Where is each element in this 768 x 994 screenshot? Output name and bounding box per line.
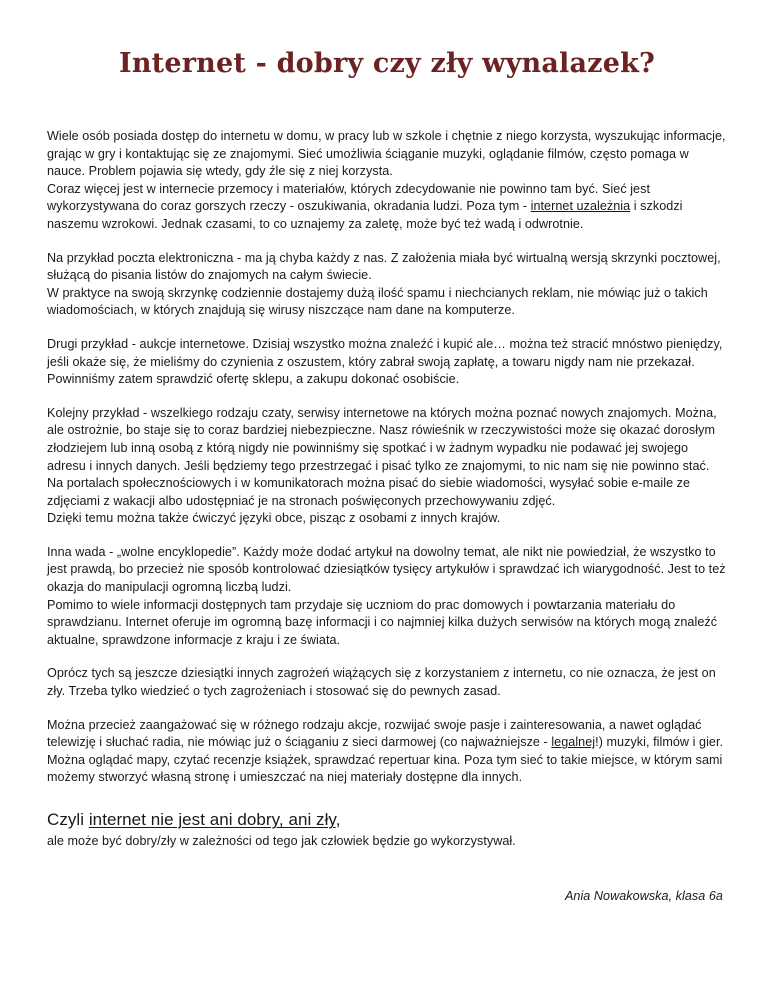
paragraph-threats [47, 665, 727, 700]
paragraph-text: Na przykład poczta elektroniczna - ma ją chyba każdy z nas. Z założenia miała być wirtualną wersją skrzynki pocztowej, służącą do pisania listów do znajomych na całym świecie. [47, 250, 721, 283]
paragraph-text: Pomimo to wiele informacji dostępnych tam przydaje się uczniom do prac domowych i powtarzania materiału do sprawdzianu. Internet oferuje im ogromną bazę informacji i co najmniej kilka dużych serwisów na których mogą znaleźć aktualne, sprawdzone informacje z kraju i ze świata. [47, 597, 718, 647]
document-page [47, 0, 727, 905]
article-body [47, 128, 727, 905]
paragraph-encyclopedias [47, 544, 727, 650]
internet-addiction-link[interactable]: internet uzależnia [530, 199, 631, 214]
page-title: Internet - dobry czy zły wynalazek? [118, 48, 656, 79]
conclusion-lead [47, 809, 727, 831]
text-segment: Można przecież zaangażować się w różnego rodzaju akcje, rozwijać swoje pasje i zainteresowania, a nawet oglądać telewizję i słuchać radia, nie mówiąc już o ściąganiu z sieci darmowej (co najważniejsze - [47, 717, 702, 750]
paragraph-text: Wiele osób posiada dostęp do internetu w domu, w pracy lub w szkole i chętnie z niego korzysta, wyszukując informacje, grając w gry i kontaktując się ze znajomymi. Sieć umożliwia ściąganie muzyki, oglądanie filmów, często pomaga w nauce. Problem pojawia się wtedy, gdy źle się z niej korzysta. [47, 129, 726, 179]
paragraph-auctions [47, 336, 727, 389]
paragraph-text [47, 717, 727, 787]
paragraph-text: W praktyce na swoją skrzynkę codziennie dostajemy dużą ilość spamu i niechcianych reklam, nie mówiąc już o takich wiadomościach, w których znajdują się wirusy niszczące nam dane na komputerze. [47, 285, 708, 318]
paragraph-chats [47, 405, 727, 528]
paragraph-text: Drugi przykład - aukcje internetowe. Dzisiaj wszystko można znaleźć i kupić ale… można też stracić mnóstwo pieniędzy, jeśli okaże się, że mieliśmy do czynienia z oszustem, który zabrał swoją zapłatę, a towaru nigdy nam nie przekazał. Powinniśmy zatem sprawdzić ofertę sklepu, a zakupu dokonać osobiście. [47, 336, 723, 387]
text-segment: !) muzyki, filmów i gier. Można oglądać mapy, czytać recenzje książek, sprawdzać repertuar kina. Poza tym sieć to takie miejsce, w którym sami możemy stworzyć własną stronę i umieszczać na niej materiały dostępne dla innych. [47, 735, 724, 785]
paragraph-text: Inna wada - „wolne encyklopedie”. Każdy może dodać artykuł na dowolny temat, ale nikt nie powiedział, że wszystko to jest prawdą, bo przecież nie sposób kontrolować dziesiątków tysięcy artykułów i sprawdzać ich wiarygodność. Jest to też okazja do manipulacji ogromną liczbą ludzi. [47, 544, 726, 595]
text-segment: , [335, 810, 341, 829]
paragraph-email [47, 250, 727, 320]
paragraph-benefits [47, 717, 727, 787]
paragraph-text: Na portalach społecznościowych i w komunikatorach można pisać do siebie wiadomości, wysyłać sobie e-maile ze zdjęciami z wakacji albo udostępniać je na stronach poświęconych przechowywaniu zdjęć. [47, 476, 691, 508]
text-segment: Czyli [47, 810, 89, 829]
conclusion [47, 809, 727, 851]
author-signature: Ania Nowakowska, klasa 6a [564, 888, 723, 903]
paragraph-text: Oprócz tych są jeszcze dziesiątki innych zagrożeń wiążących się z korzystaniem z internetu, co nie oznacza, że jest on zły. Trzeba tylko wiedzieć o tych zagrożeniach i stosować się do pewnych zasad. [47, 666, 716, 699]
conclusion-link[interactable]: internet nie jest ani dobry, ani zły [88, 810, 336, 829]
paragraph-intro [47, 128, 727, 234]
legal-link[interactable]: legalnej [551, 735, 596, 750]
conclusion-text: ale może być dobry/zły w zależności od tego jak człowiek będzie go wykorzystywał. [47, 834, 516, 848]
text-segment: Coraz więcej jest w internecie przemocy i materiałów, których zdecydowanie nie powinno tam być. Sieć jest wykorzystywana do coraz gorszych rzeczy - oszukiwania, okradania ludzi. Poza tym - [47, 181, 651, 214]
paragraph-text [47, 181, 727, 234]
paragraph-text: Dzięki temu można także ćwiczyć języki obce, pisząc z osobami z innych krajów. [47, 511, 501, 526]
text-segment: i szkodzi naszemu wzrokowi. Jednak czasami, to co uznajemy za zaletę, może być też wadą i odwrotnie. [47, 199, 683, 231]
paragraph-text: Kolejny przykład - wszelkiego rodzaju czaty, serwisy internetowe na których można poznać nowych znajomych. Można, ale ostrożnie, bo staje się to coraz bardziej niebezpieczne. Nasz rówieśnik w rzeczywistości może się okazać dorosłym złodziejem lub inną osobą z którą nigdy nie powinniśmy się spotkać i w żadnym wypadku nie podawać jej swojego adresu i innych danych. Jeśli będziemy tego przestrzegać i pisać tylko ze znajomymi, to nic nam się nie powinno stać. [47, 405, 717, 473]
